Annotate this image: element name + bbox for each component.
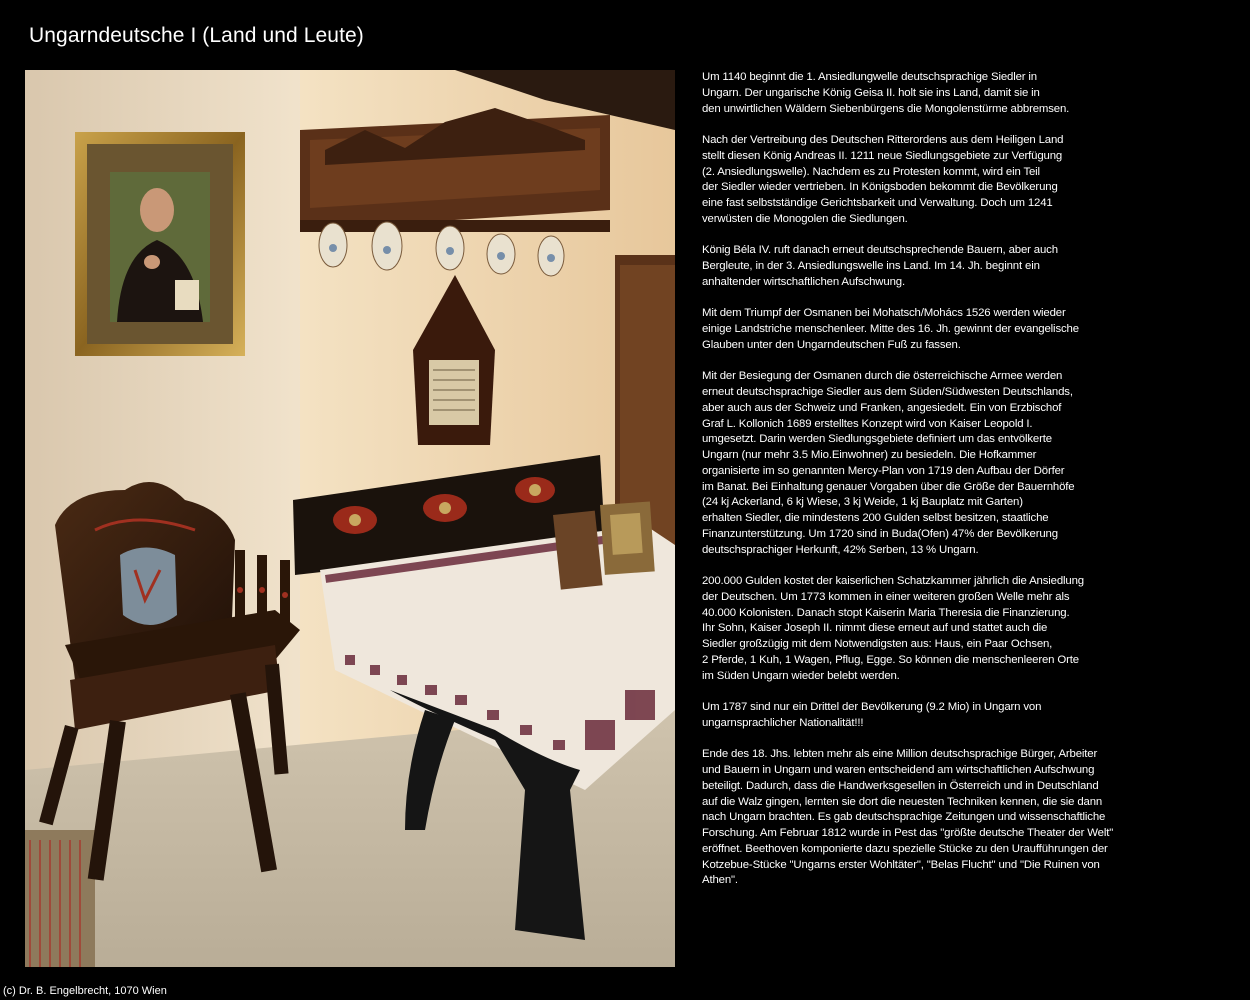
- copyright-footer: (c) Dr. B. Engelbrecht, 1070 Wien: [3, 985, 167, 997]
- paragraph: Mit der Besiegung der Osmanen durch die österreichische Armee werden erneut deutschsprachige Siedler aus dem Süden/Südwesten Deutschlands, aber auch aus der Schweiz und Franken, angesiedelt. Ein von Erzbischof Graf L. Kollonich 1689 erstelltes Konzept wird von Kaiser Leopold I. umgesetzt. Darin werden Siedlungsgebiete definiert um das entvölkerte Ungarn (nur mehr 3.5 Mio.Einwohner) zu besiedeln. Die Hofkammer organisierte im so genannten Mercy-Plan von 1719 den Aufbau der Dörfer im Banat. Bei Einhaltung genauer Vorgaben über die Größe der Bauernhöfe (24 kj Ackerland, 6 kj Wiese, 3 kj Weide, 1 kj Bauplatz mit Garten) erhalten Siedler, die mindestens 200 Gulden selbst besitzen, staatliche Finanzunterstützung. Um 1720 sind in Buda(Ofen) 47% der Bevölkerung deutschsprachiger Herkunft, 42% Serben, 13 % Ungarn.: [702, 370, 1075, 556]
- page-title: Ungarndeutsche I (Land und Leute): [29, 24, 364, 47]
- paragraph: Mit dem Triumpf der Osmanen bei Mohatsch/Mohács 1526 werden wieder einige Landstriche menschenleer. Mitte des 16. Jh. gewinnt der evangelische Glauben unter den Ungarndeutschen Fuß zu fassen.: [702, 307, 1079, 351]
- museum-room-photo: [25, 70, 675, 967]
- paragraph: 200.000 Gulden kostet der kaiserlichen Schatzkammer jährlich die Ansiedlung der Deutschen. Um 1773 kommen in einer weiteren großen Welle mehr als 40.000 Kolonisten. Danach stopt Kaiserin Maria Theresia die Finanzierung. Ihr Sohn, Kaiser Joseph II. nimmt diese erneut auf und stattet auch die Siedler großzügig mit dem Notwendigsten aus: Haus, ein Paar Ochsen, 2 Pferde, 1 Kuh, 1 Wagen, Pflug, Egge. So können die menschenleeren Orte im Süden Ungarn wieder belebt werden.: [702, 575, 1084, 682]
- paragraph: Um 1140 beginnt die 1. Ansiedlungwelle deutschsprachige Siedler in Ungarn. Der ungarische König Geisa II. holt sie ins Land, damit sie in den unwirtlichen Wäldern Siebenbürgens die Mongolenstürme abbremsen.: [702, 71, 1070, 115]
- paragraph: Ende des 18. Jhs. lebten mehr als eine Million deutschsprachige Bürger, Arbeiter und Bauern in Ungarn und waren entscheidend am wirtschaftlichen Aufschwung beteiligt. Dadurch, dass die Handwerksgesellen in Österreich und in Deutschland auf die Walz gingen, lernten sie dort die neuesten Techniken kennen, die sie dann nach Ungarn brachten. Es gab deutschsprachige Zeitungen und wissenschaftliche Forschung. Am Februar 1812 wurde in Pest das "größte deutsche Theater der Welt" eröffnet. Beethoven komponierte dazu spezielle Stücke zu den Uraufführungen der Kotzebue-Stücke "Ungarns erster Wohltäter", "Belas Flucht" und "Die Ruinen von Athen".: [702, 748, 1114, 887]
- article-text: [702, 70, 1172, 905]
- paragraph: Um 1787 sind nur ein Drittel der Bevölkerung (9.2 Mio) in Ungarn von ungarnsprachlicher Nationalität!!!: [702, 701, 1042, 729]
- paragraph: König Béla IV. ruft danach erneut deutschsprechende Bauern, aber auch Bergleute, in der 3. Ansiedlungswelle ins Land. Im 14. Jh. beginnt ein anhaltender wirtschaftlichen Aufschwung.: [702, 244, 1058, 288]
- paragraph: Nach der Vertreibung des Deutschen Ritterordens aus dem Heiligen Land stellt diesen König Andreas II. 1211 neue Siedlungsgebiete zur Verfügung (2. Ansiedlungswelle). Nachdem es zu Protesten kommt, wird ein Teil der Siedler wieder vertrieben. In Königsboden bekommt die Bevölkerung eine fast selbstständige Gerichtsbarkeit und Verwaltung. Doch um 1241 verwüsten die Monogolen die Siedlungen.: [702, 134, 1064, 225]
